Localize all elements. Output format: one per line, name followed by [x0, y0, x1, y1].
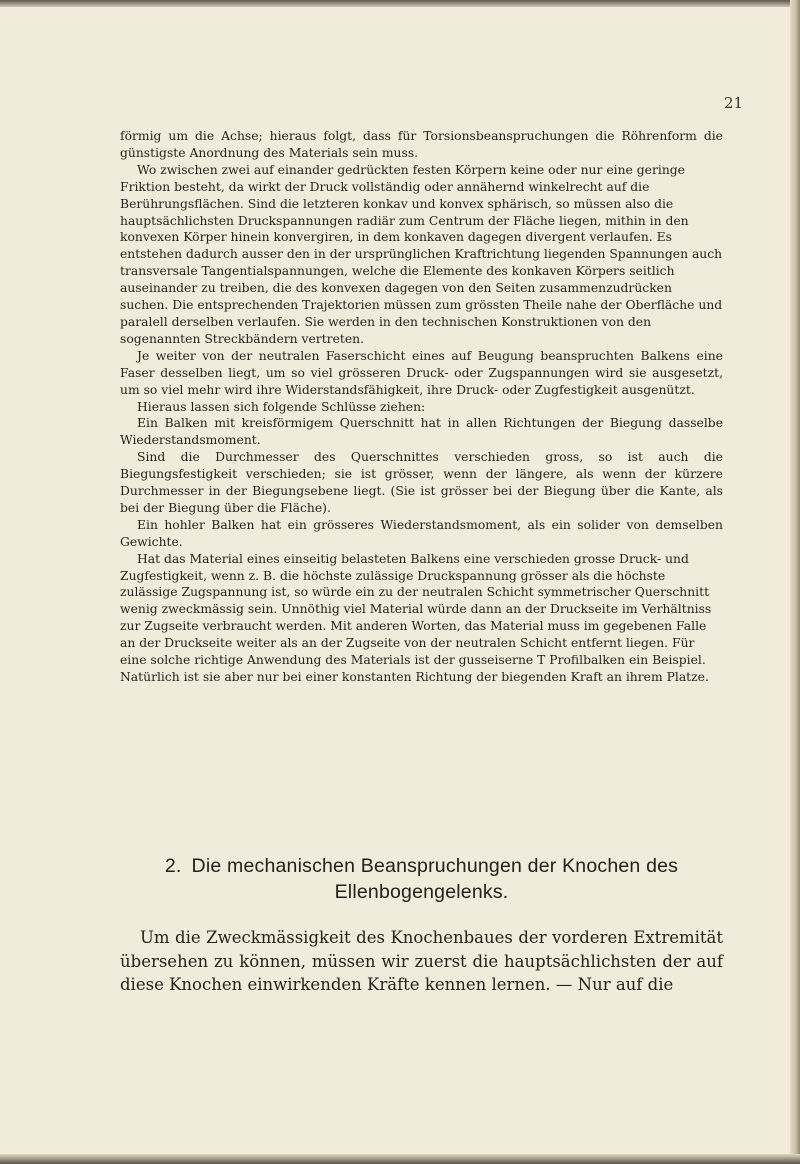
paragraph: Ein Balken mit kreisförmigem Querschnitt hat in allen Richtungen der Biegung dasselbe Wiederstandsmoment.: [120, 416, 723, 448]
section-heading: [120, 853, 723, 905]
paragraph: Je weiter von der neutralen Faserschicht eines auf Beugung beanspruchten Balkens eine Faser desselben liegt, um so viel grösseren Druck- oder Zugspannungen wird sie ausgesetzt, um so viel mehr wird ihre Widerstandsfähigkeit, ihre Druck- oder Zugfestigkeit ausgenützt.: [120, 348, 723, 397]
paragraph: Sind die Durchmesser des Querschnittes verschieden gross, so ist auch die Biegungsfestigkeit verschieden; sie ist grösser, wenn der längere, als wenn der kürzere Durchmesser in der Biegungsebene liegt. (Sie ist grösser bei der Biegung über die Kante, als bei der Biegung über die Fläche).: [120, 450, 723, 515]
page-edge-right: [790, 0, 800, 1164]
page-number: 21: [724, 94, 744, 112]
paragraph: Hat das Material eines einseitig belasteten Balkens eine verschieden grosse Druck- und Zugfestigkeit, wenn z. B. die höchste zulässige Druckspannung grösser als die höchste zulässige Zugspannung ist, so würde ein zu der neutralen Schicht symmetrischer Querschnitt wenig zweckmässig sein. Unnöthig viel Material würde dann an der Druckseite im Verhältniss zur Zugseite verbraucht werden. Mit anderen Worten, das Material muss im gegebenen Falle an der Druckseite weiter als an der Zugseite von der neutralen Schicht entfernt liegen. Für eine solche richtige Anwendung des Materials ist der gusseiserne T Profilbalken ein Beispiel. Natürlich ist sie aber nur bei einer konstanten Richtung der biegenden Kraft an ihrem Platze.: [120, 551, 712, 684]
page-edge-top: [0, 0, 800, 7]
paragraph: Ein hohler Balken hat ein grösseres Wiederstandsmoment, als ein solider von demselben Gewichte.: [120, 517, 723, 549]
section-title: Die mechanischen Beanspruchungen der Knochen des Ellenbogengelenks.: [191, 855, 679, 903]
paragraph: förmig um die Achse; hieraus folgt, dass für Torsionsbeanspruchungen die Röhrenform die günstigste Anordnung des Materials sein muss.: [120, 129, 723, 160]
section-number: 2.: [164, 855, 182, 877]
page-edge-bottom: [0, 1154, 800, 1164]
paragraph: Hieraus lassen sich folgende Schlüsse ziehen:: [137, 399, 426, 414]
body-text: [120, 128, 723, 686]
section-paragraph: Um die Zweckmässigkeit des Knochenbaues der vorderen Extremität übersehen zu können, müssen wir zuerst die hauptsächlichsten der auf diese Knochen einwirkenden Kräfte kennen lernen. — Nur auf die: [120, 928, 723, 994]
paragraph: Wo zwischen zwei auf einander gedrückten festen Körpern keine oder nur eine geringe Friktion besteht, da wirkt der Druck vollständig oder annähernd winkelrecht auf die Berührungsflächen. Sind die letzteren konkav und konvex sphärisch, so müssen also die hauptsächlichsten Druckspannungen radiär zum Centrum der Fläche liegen, mithin in den konvexen Körper hinein konvergiren, in dem konkaven dagegen divergent verlaufen. Es entstehen dadurch ausser den in der ursprünglichen Kraftrichtung liegenden Spannungen auch transversale Tangentialspannungen, welche die Elemente des konkaven Körpers seitlich auseinander zu treiben, die des konvexen dagegen von den Seiten zusammenzudrücken suchen. Die entsprechenden Trajektorien müssen zum grössten Theile nahe der Oberfläche und paralell derselben verlaufen. Sie werden in den technischen Konstruktionen von den sogenannten Streckbändern vertreten.: [120, 162, 723, 346]
